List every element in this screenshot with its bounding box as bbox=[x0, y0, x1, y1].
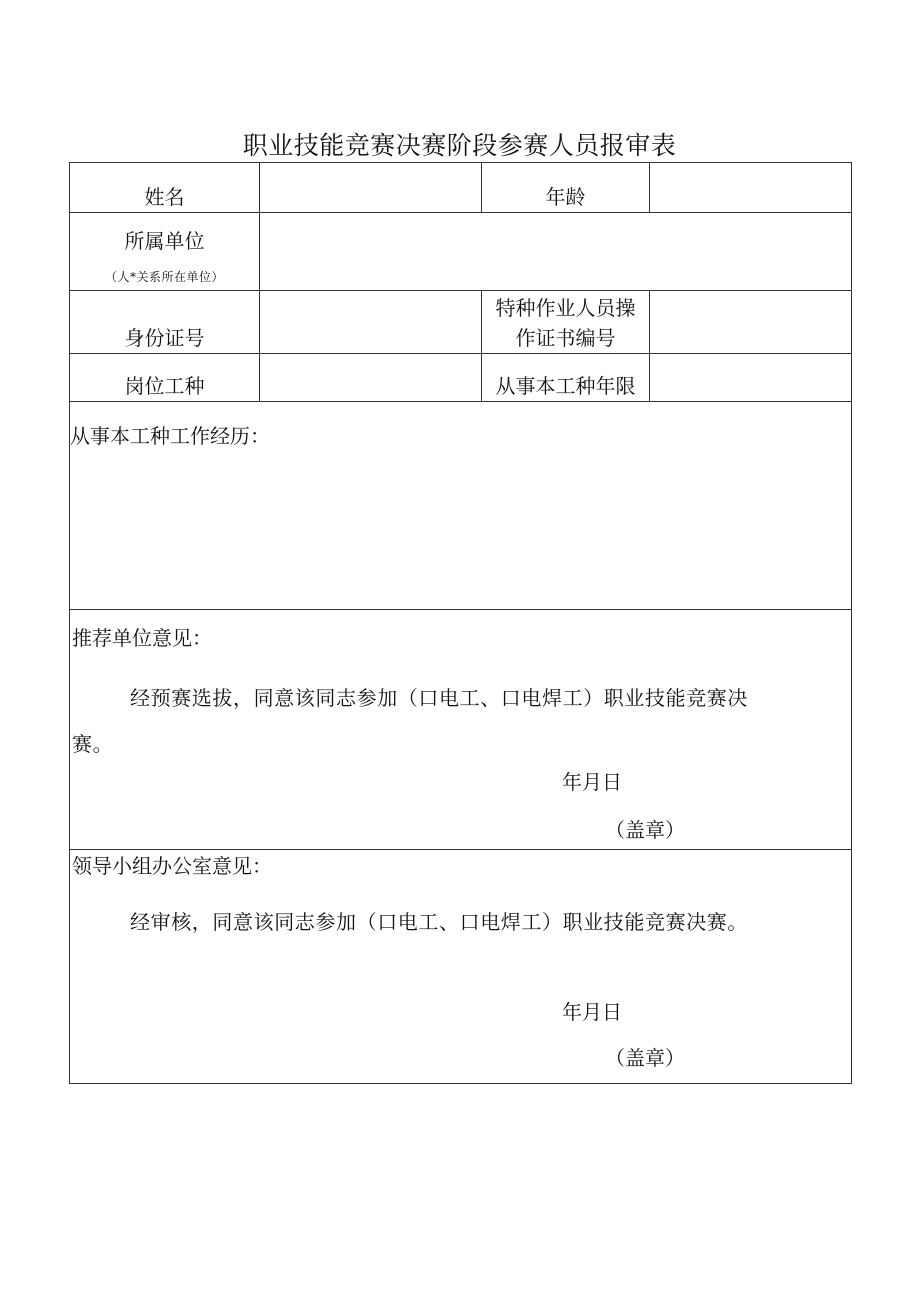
cert-value-cell[interactable] bbox=[650, 291, 852, 354]
unit-label-cell bbox=[70, 213, 260, 291]
office-date: 年月日 bbox=[562, 1000, 622, 1024]
unit-label: 所属单位 bbox=[124, 229, 205, 253]
page-title: 职业技能竞赛决赛阶段参赛人员报审表 bbox=[242, 131, 677, 160]
years-value-cell[interactable] bbox=[650, 354, 852, 402]
row-work-history bbox=[70, 402, 852, 610]
post-label: 岗位工种 bbox=[124, 374, 205, 398]
age-label: 年龄 bbox=[545, 185, 586, 209]
recommend-date: 年月日 bbox=[562, 770, 622, 794]
row-recommend-opinion bbox=[70, 610, 852, 850]
age-label-cell bbox=[482, 163, 650, 213]
post-label-cell bbox=[70, 354, 260, 402]
office-body-text: 经审核，同意该同志参加（口电工、口电焊工）职业技能竞赛决赛。 bbox=[130, 910, 748, 934]
row-post-years bbox=[70, 354, 852, 402]
registration-form-table bbox=[69, 162, 852, 1084]
office-heading: 领导小组办公室意见： bbox=[72, 854, 272, 878]
office-body bbox=[70, 878, 851, 948]
row-name-age bbox=[70, 163, 852, 213]
work-history-cell[interactable] bbox=[70, 402, 852, 610]
cert-label-cell bbox=[482, 291, 650, 354]
unit-value-cell[interactable] bbox=[260, 213, 852, 291]
years-label-cell bbox=[482, 354, 650, 402]
cert-label-line1: 特种作业人员操 bbox=[495, 296, 636, 320]
cert-label-line2: 作证书编号 bbox=[515, 326, 616, 350]
name-label: 姓名 bbox=[144, 185, 185, 209]
recommend-seal: （盖章） bbox=[605, 818, 685, 842]
work-history-label: 从事本工种工作经历： bbox=[70, 424, 270, 448]
recommend-body bbox=[70, 650, 851, 770]
row-unit bbox=[70, 213, 852, 291]
recommend-body-line2: 赛。 bbox=[72, 732, 114, 756]
age-value-cell[interactable] bbox=[650, 163, 852, 213]
office-opinion-cell[interactable] bbox=[70, 850, 852, 1084]
office-seal: （盖章） bbox=[605, 1046, 685, 1070]
row-office-opinion bbox=[70, 850, 852, 1084]
years-label: 从事本工种年限 bbox=[495, 374, 636, 398]
recommend-body-line1: 经预赛选拔，同意该同志参加（口电工、口电焊工）职业技能竞赛决 bbox=[130, 686, 748, 710]
row-id-cert bbox=[70, 291, 852, 354]
recommend-heading: 推荐单位意见： bbox=[72, 626, 212, 650]
name-label-cell bbox=[70, 163, 260, 213]
unit-note: （人*关系所在单位） bbox=[104, 270, 224, 284]
post-value-cell[interactable] bbox=[260, 354, 482, 402]
id-value-cell[interactable] bbox=[260, 291, 482, 354]
id-label: 身份证号 bbox=[124, 326, 205, 350]
recommend-opinion-cell[interactable] bbox=[70, 610, 852, 850]
id-label-cell bbox=[70, 291, 260, 354]
name-value-cell[interactable] bbox=[260, 163, 482, 213]
